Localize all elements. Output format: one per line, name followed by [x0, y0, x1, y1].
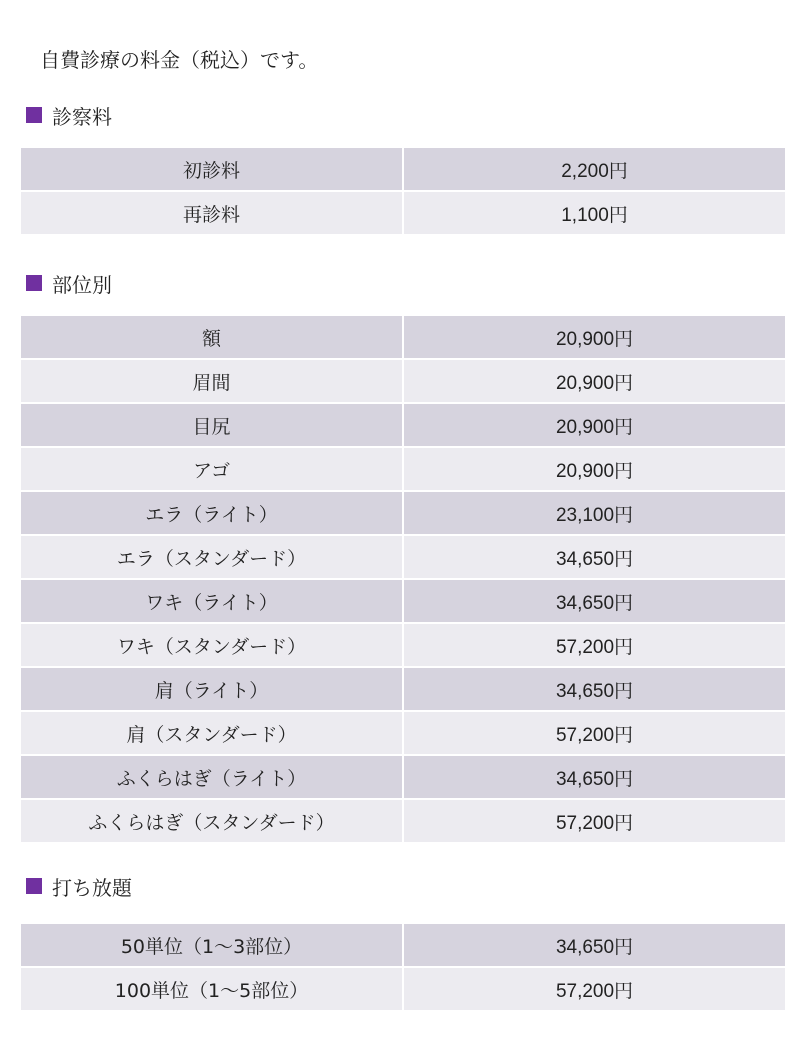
price-cell: 34,650円 — [403, 535, 785, 579]
table-row — [21, 148, 785, 191]
table-row — [21, 191, 785, 235]
price-table-unlimited — [21, 924, 785, 1012]
item-cell: 初診料 — [21, 148, 403, 191]
item-cell: ワキ（スタンダード） — [21, 623, 403, 667]
item-cell: アゴ — [21, 447, 403, 491]
table-row — [21, 924, 785, 967]
table-row — [21, 359, 785, 403]
price-cell: 1,100円 — [403, 191, 785, 235]
price-cell: 57,200円 — [403, 967, 785, 1011]
price-cell: 20,900円 — [403, 403, 785, 447]
item-cell: ふくらはぎ（ライト） — [21, 755, 403, 799]
item-cell: 再診料 — [21, 191, 403, 235]
section-heading-unlimited — [26, 870, 132, 902]
price-cell: 2,200円 — [403, 148, 785, 191]
square-marker-icon — [26, 275, 42, 291]
price-cell: 57,200円 — [403, 711, 785, 755]
item-cell: 目尻 — [21, 403, 403, 447]
item-cell: 50単位（1〜3部位） — [21, 924, 403, 967]
section-heading-label: 打ち放題 — [52, 875, 132, 900]
table-row — [21, 491, 785, 535]
table-row — [21, 799, 785, 843]
item-cell: ワキ（ライト） — [21, 579, 403, 623]
price-table-body-part — [21, 316, 785, 844]
table-row — [21, 316, 785, 359]
section-heading-consultation — [26, 99, 112, 131]
price-cell: 34,650円 — [403, 579, 785, 623]
item-cell: エラ（スタンダード） — [21, 535, 403, 579]
table-row — [21, 623, 785, 667]
table-row — [21, 447, 785, 491]
price-table-consultation — [21, 148, 785, 236]
table-row — [21, 711, 785, 755]
table-row — [21, 967, 785, 1011]
price-cell: 23,100円 — [403, 491, 785, 535]
price-cell: 57,200円 — [403, 799, 785, 843]
item-cell: 額 — [21, 316, 403, 359]
price-cell: 34,650円 — [403, 755, 785, 799]
intro-text: 自費診療の料金（税込）です。 — [40, 48, 319, 72]
price-cell: 57,200円 — [403, 623, 785, 667]
price-cell: 34,650円 — [403, 924, 785, 967]
price-cell: 20,900円 — [403, 359, 785, 403]
table-row — [21, 579, 785, 623]
square-marker-icon — [26, 878, 42, 894]
square-marker-icon — [26, 107, 42, 123]
item-cell: 肩（ライト） — [21, 667, 403, 711]
section-heading-label: 部位別 — [52, 272, 112, 297]
table-row — [21, 667, 785, 711]
price-cell: 34,650円 — [403, 667, 785, 711]
table-row — [21, 403, 785, 447]
item-cell: 眉間 — [21, 359, 403, 403]
item-cell: 肩（スタンダード） — [21, 711, 403, 755]
table-row — [21, 535, 785, 579]
item-cell: ふくらはぎ（スタンダード） — [21, 799, 403, 843]
price-cell: 20,900円 — [403, 447, 785, 491]
section-heading-body-part — [26, 267, 112, 299]
section-heading-label: 診察料 — [52, 104, 112, 129]
item-cell: 100単位（1〜5部位） — [21, 967, 403, 1011]
item-cell: エラ（ライト） — [21, 491, 403, 535]
price-cell: 20,900円 — [403, 316, 785, 359]
table-row — [21, 755, 785, 799]
